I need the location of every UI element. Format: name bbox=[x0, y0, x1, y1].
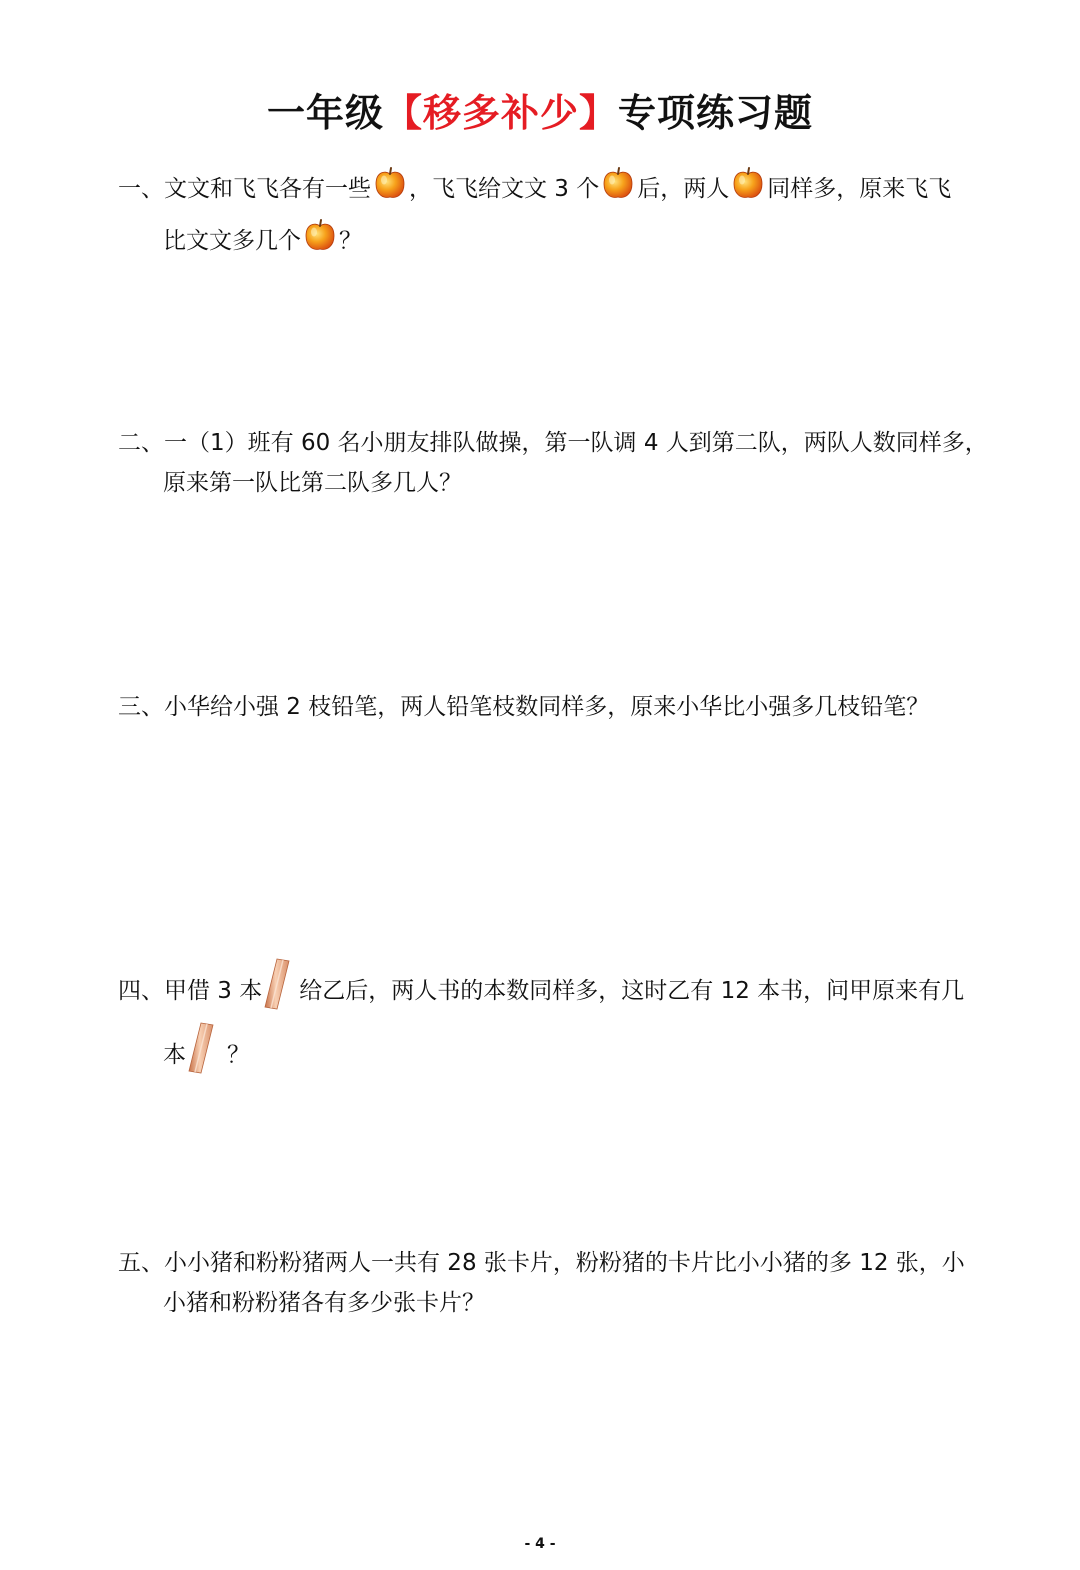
question-1-line-2 bbox=[118, 218, 968, 258]
book-icon bbox=[187, 1021, 215, 1083]
question-text: 后，两人 bbox=[637, 175, 730, 202]
question-text: 文文和飞飞各有一些 bbox=[164, 175, 371, 202]
question-text: 小小猪和粉粉猪两人一共有 28 张卡片，粉粉猪的卡片比小小猪的多 12 张，小 bbox=[164, 1249, 965, 1276]
title-suffix: 专项练习题 bbox=[618, 91, 814, 135]
title-highlight: 【移多补少】 bbox=[383, 91, 618, 135]
question-text: 一（1）班有 60 名小朋友排队做操，第一队调 4 人到第二队，两队人数同样多， bbox=[164, 429, 988, 456]
question-text: 小华给小强 2 枝铅笔，两人铅笔枝数同样多，原来小华比小强多几枝铅笔？ bbox=[164, 693, 930, 720]
question-text: ？ bbox=[339, 227, 362, 254]
book-icon bbox=[263, 957, 291, 1019]
apple-icon bbox=[302, 217, 338, 259]
question-text: 小猪和粉粉猪各有多少张卡片？ bbox=[163, 1289, 485, 1316]
question-text: 比文文多几个 bbox=[163, 227, 301, 254]
apple-icon bbox=[372, 165, 408, 207]
question-text: ？ bbox=[227, 1041, 250, 1068]
question-3 bbox=[118, 684, 968, 724]
page-title bbox=[0, 82, 1080, 137]
question-4-line-1 bbox=[118, 960, 968, 1016]
question-number: 二、 bbox=[118, 429, 164, 456]
question-2-line-2 bbox=[118, 460, 968, 500]
question-2-line-1 bbox=[118, 420, 988, 460]
apple-icon bbox=[600, 165, 636, 207]
question-1 bbox=[118, 166, 968, 258]
question-text: 给乙后，两人书的本数同样多，这时乙有 12 本书，问甲原来有几 bbox=[299, 977, 965, 1004]
page-number: - 4 - bbox=[524, 1536, 556, 1552]
question-5-line-1 bbox=[118, 1240, 968, 1280]
question-text: 同样多，原来飞飞 bbox=[767, 175, 952, 202]
question-text: 甲借 3 本 bbox=[164, 977, 263, 1004]
question-number: 一、 bbox=[118, 175, 164, 202]
question-3-line-1 bbox=[118, 684, 968, 724]
question-4 bbox=[118, 960, 968, 1080]
question-4-line-2 bbox=[118, 1024, 968, 1080]
question-number: 五、 bbox=[118, 1249, 164, 1276]
question-5-line-2 bbox=[118, 1280, 968, 1320]
question-number: 三、 bbox=[118, 693, 164, 720]
question-2 bbox=[118, 420, 988, 500]
question-number: 四、 bbox=[118, 977, 164, 1004]
title-prefix: 一年级 bbox=[266, 91, 384, 135]
apple-icon bbox=[730, 165, 766, 207]
question-5 bbox=[118, 1240, 968, 1320]
question-text: ，飞飞给文文 3 个 bbox=[409, 175, 600, 202]
question-text: 原来第一队比第二队多几人？ bbox=[163, 469, 462, 496]
question-text: 本 bbox=[163, 1041, 186, 1068]
question-1-line-1 bbox=[118, 166, 968, 206]
